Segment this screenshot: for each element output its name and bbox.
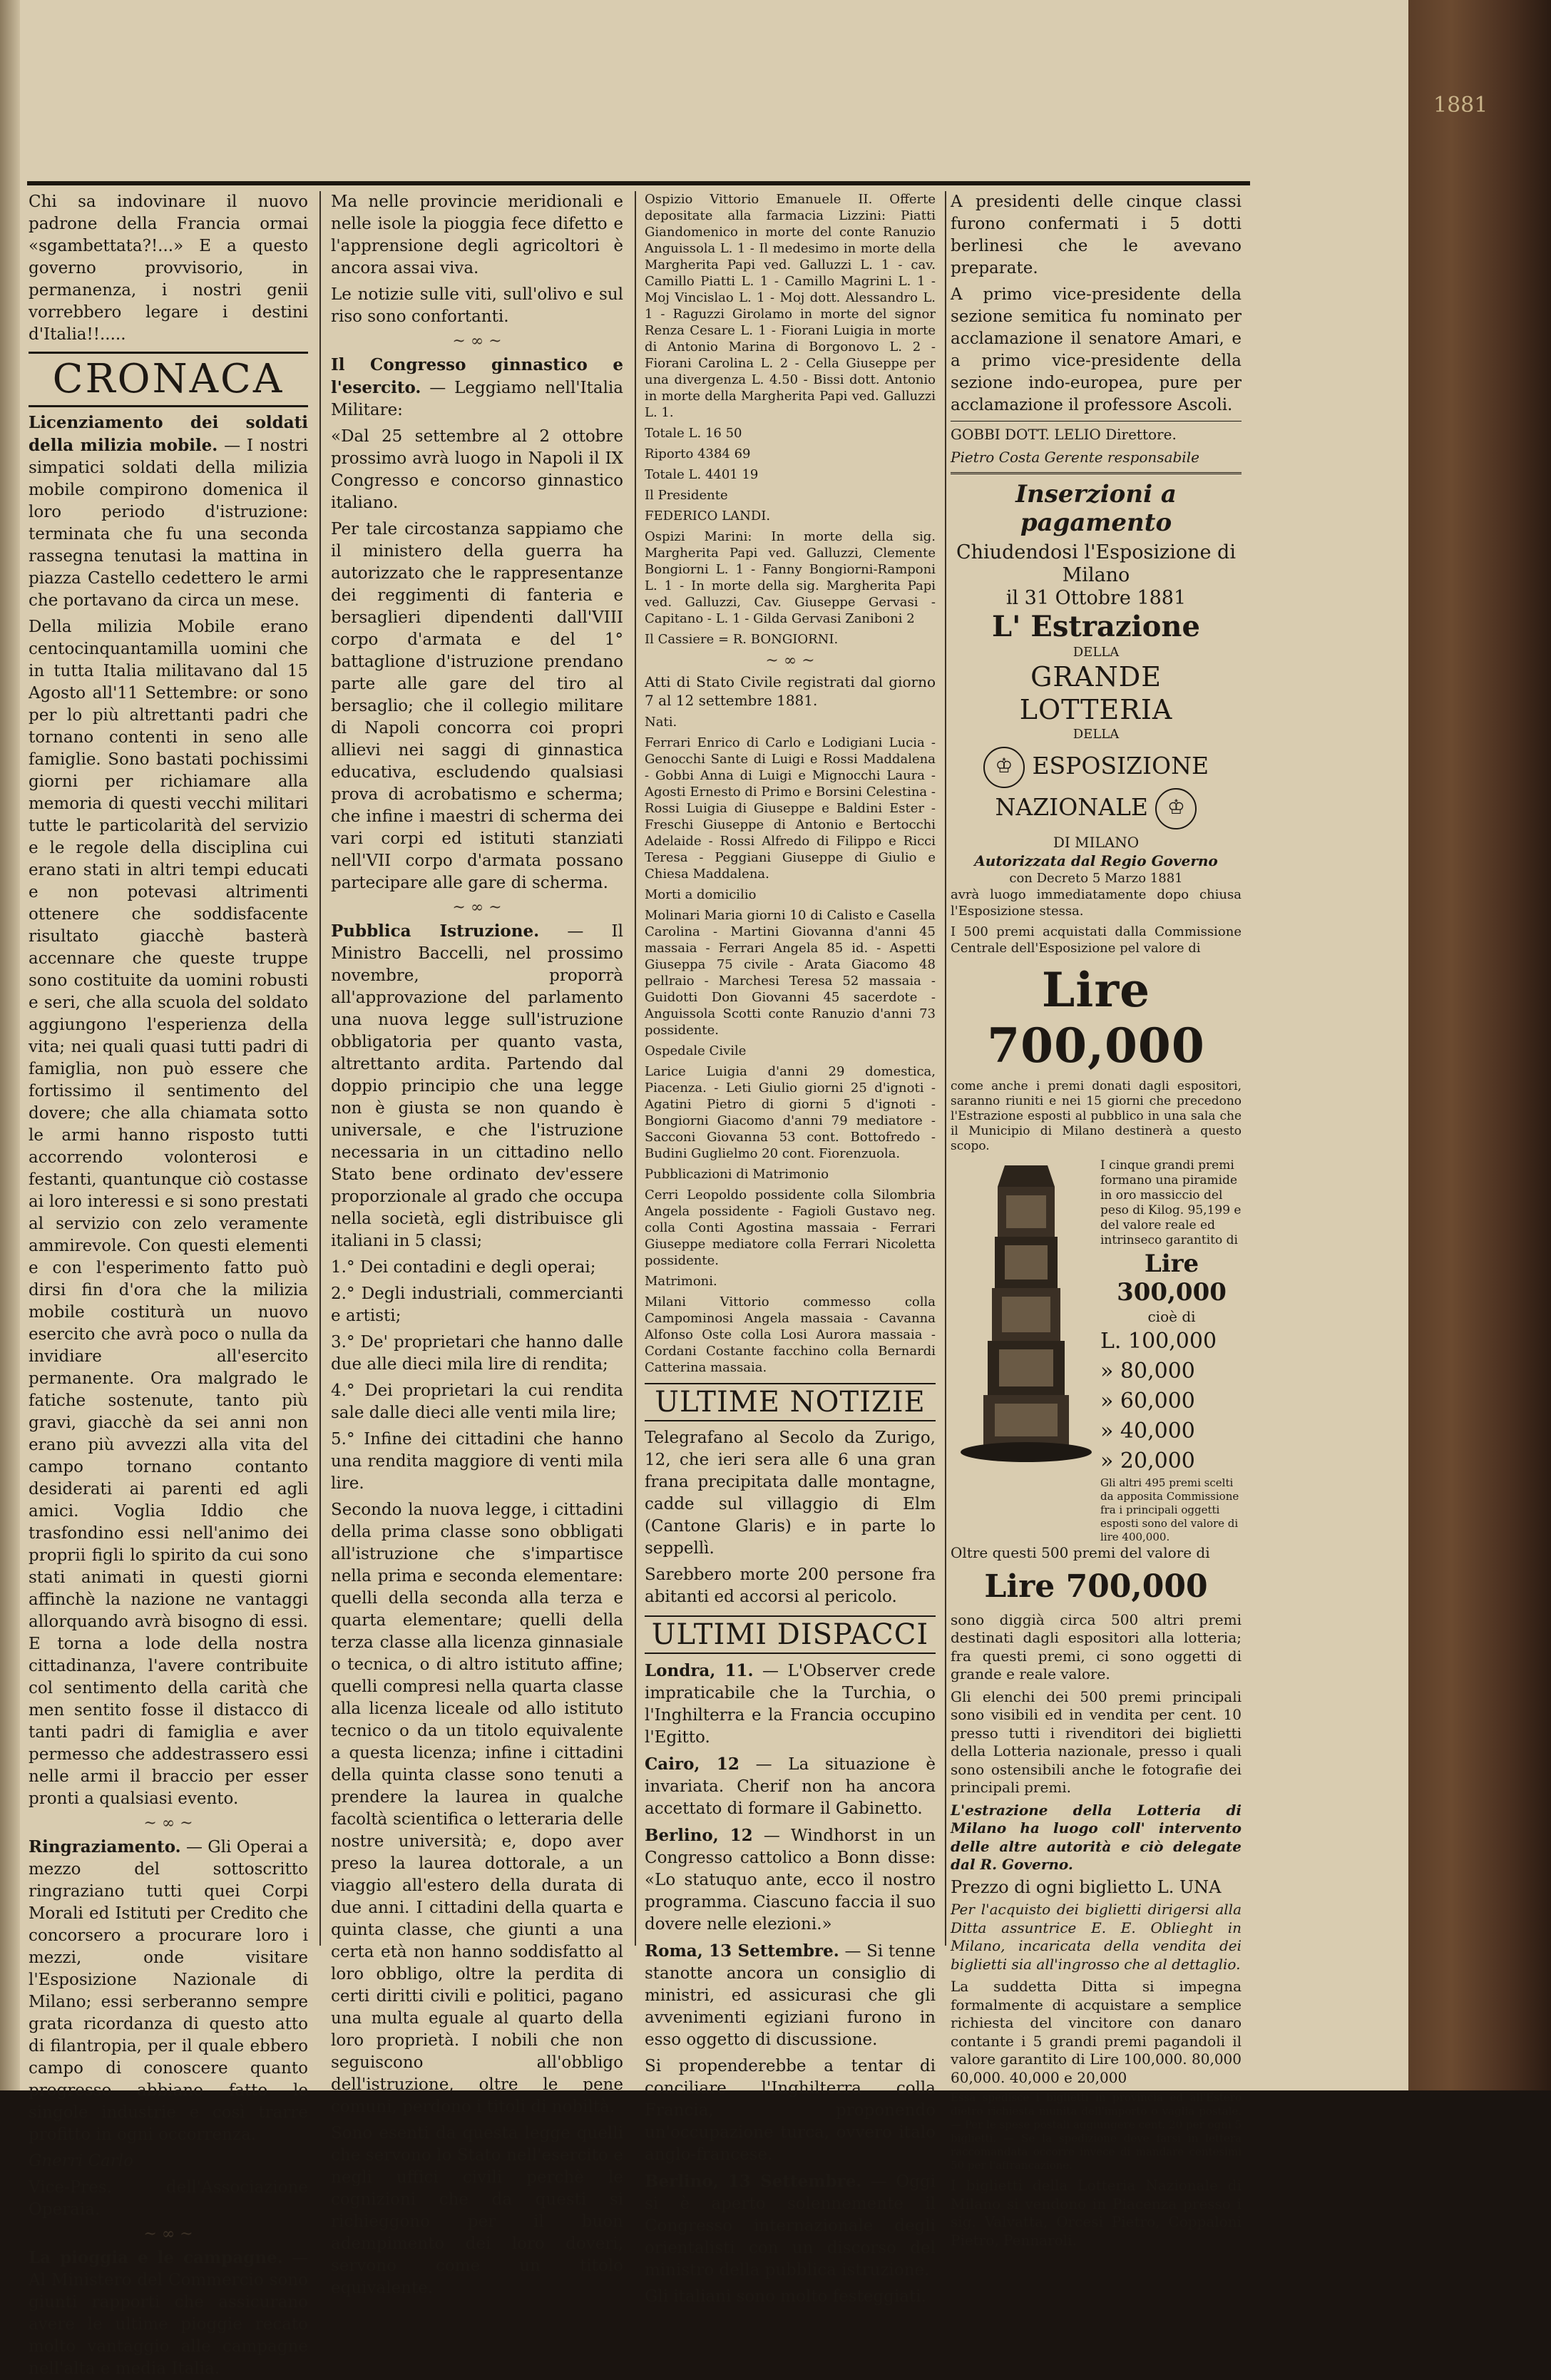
prize-row: L. 100,000 <box>1100 1328 1217 1354</box>
berlino-13-heading: Berlino, 13 Settembre. <box>645 2172 862 2191</box>
cioe-label: cioè di <box>1147 1308 1196 1325</box>
morti-list: Molinari Maria giorni 10 di Calisto e Casella Carolina - Martini Giovanna d'anni 45 massaia - Ferrari Angela 85 id. - Aspetti Giuseppa 75 civile - Arata Giacomo 48 pellraio - Marchesi Teresa 52 massaia - Guidotti Don Giovanni 45 sacerdote - Anguissola Scotti conte Ranuzio d'anni 73 possidente. <box>645 908 936 1038</box>
morti-title: Morti a domicilio <box>645 887 757 902</box>
nati-list: Ferrari Enrico di Carlo e Lodigiani Lucia - Genocchi Sante di Luigi e Rossi Maddalena - Gobbi Anna di Luigi e Mignocchi Laura - Agosti Ernesto di Primo e Borsini Celestina - Rossi Luigia di Giuseppe e Baldini Ester - Freschi Giuseppe di Antonio e Bertocchi Adelaide - Rossi Alfredo di Filippo e Ricci Teresa - Peggiani Giuseppe di Giulio e Chiesa Maddalena. <box>645 735 936 882</box>
ospizio-offerte: Ospizio Vittorio Emanuele II. Offerte depositate alla farmacia Lizzini: Piatti Giandomenico in morte del conte Ranuzio Anguissola L. 1 - Il medesimo in morte della Margherita Papi ved. Galluzzi L. 1 - cav. Camillo Piatti L. 1 - Camillo Magrini L. 1 - Moj Vincislao L. 1 - Moj dott. Alessandro L. 1 - Raguzzi Girolamo in morte del signor Renza Cesare L. 1 - Fiorani Luigia in morte di Antonio Marina di Borgonovo L. 2 - Fiorani Carolina L. 2 - Cella Giuseppe per una divergenza L. 4.50 - Bissi dott. Antonio in morte della Margherita Papi ved. Galluzzi L. 1. <box>645 192 936 420</box>
prize-row: » 20,000 <box>1100 1448 1195 1474</box>
column-3 <box>645 191 936 2306</box>
gerente: Pietro Costa Gerente responsabile <box>951 448 1199 466</box>
autorizzata-label: Autorizzata dal Regio Governo <box>974 852 1218 869</box>
pubblica-article <box>331 920 623 1252</box>
roma-text: — Si tenne stanotte ancora un consiglio di ministri, ed assicurasi che gli avvenimenti egiziani furono in esso oggetto di discussione. <box>645 1942 936 2049</box>
vendita-text: I biglietti della Lotteria Nazionale di Milano si vendono in Piacenza presso i sig. Valvatta, Orcesi Pietro, Coppaloni Pietro, Pennaroli. <box>951 2177 1242 2249</box>
matrimoni-title: Matrimoni. <box>645 1274 717 1289</box>
class-item: 1.° Dei contadini e degli operai; <box>331 1258 596 1277</box>
matrimoni-list: Milani Vittorio commesso colla Campominosi Angela massaia - Cavanna Alfonso Oste colla Losi Aurora massaia - Cordani Costante facchino colla Bernardi Catterina massaia. <box>645 1294 936 1375</box>
londra-text: — L'Observer crede impraticabile che la Turchia, o l'Inghilterra e la Francia occupino l'Egitto. <box>645 1662 936 1747</box>
pubblica-paragraph-2: Secondo la nuova legge, i cittadini della prima classe sono obbligati all'istruzione che s'impartisce nella prima e seconda elementare: quelli della seconda alla terza e quarta elementare; quelli della terza classe alla licenza ginnasiale o tecnica, o di altro istituto affine; quelli compresi nella quarta classe alla licenza liceale od allo istituto tecnico o da un titolo equivalente a questa licenza; infine i cittadini della quinta classe sono tenuti a prendere la laurea in qualche facoltà scientifica o letteraria delle nostre università; e, dopo aver preso la laurea dottorale, a un viaggio all'estero della durata di due anni. I cittadini della quarta e quinta classe, che giunti a una certa età non hanno soddisfatto al loro obbligo, oltre la perdita di certi diritti civili e politici, pagano una multa eguale al quarto della loro proprietà. I nobili che non seguiscono all'obbligo dell'istruzione, oltre le pene comuni, perdono i titoli di nobiltà. <box>331 1501 623 2116</box>
congresso-paragraph-1: «Dal 25 settembre al 2 ottobre prossimo avrà luogo in Napoli il IX Congresso e concorso ginnastico italiano. <box>331 427 623 512</box>
column-divider <box>319 191 321 1946</box>
presidente-title: Il Presidente <box>645 488 728 503</box>
divider <box>951 472 1242 474</box>
esposizione-row <box>951 747 1242 829</box>
class-item: 2.° Degli industriali, commercianti e artisti; <box>331 1285 623 1325</box>
signature-name: Gnerri Carlo <box>29 2152 133 2170</box>
pioggia-heading: La pioggia e le campagne. <box>29 2248 283 2267</box>
pubblica-heading: Pubblica Istruzione. <box>331 921 540 941</box>
presidenti-paragraph: A presidenti delle cinque classi furono confermati i 5 dotti berlinesi che le avevano preparate. <box>951 193 1242 277</box>
atti-stato-civile: Atti di Stato Civile registrati dal giorno 7 al 12 settembre 1881. <box>645 673 936 709</box>
congresso-heading: Il Congresso ginnastico e l'esercito. <box>331 355 623 397</box>
ultime-notizie-text: Telegrafano al Secolo da Zurigo, 12, che ieri sera alle 6 una gran frana precipitata dalle montagne, cadde sul villaggio di Elm (Cantone Glaris) e in parte lo seppellì. <box>645 1429 936 1558</box>
notizie-viti: Le notizie sulle viti, sull'olivo e sul riso sono confortanti. <box>331 285 623 326</box>
direttore: GOBBI DOTT. LELIO Direttore. <box>951 426 1177 443</box>
ultime-notizie-heading: ULTIME NOTIZIE <box>645 1383 936 1421</box>
estrazione-heading: L' Estrazione <box>992 610 1200 643</box>
lire-700000-secondary: Lire 700,000 <box>984 1568 1208 1605</box>
chiudendosi-text: Chiudendosi l'Esposizione di Milano <box>956 541 1236 586</box>
prize-row: » 60,000 <box>1100 1388 1195 1414</box>
berlino-13-text: — Oggi si è aperto solennemente il Congresso internazionale degli orientalisti con un discorso del ministro della pubblica istruzione. <box>645 2172 936 2279</box>
come-anche-text: come anche i premi donati dagli espositori, saranno riuniti e nei 15 giorni che precedono l'Estrazione esposti al pubblico in una sala che il Municipio di Milano destinerà a questo scopo. <box>951 1079 1242 1153</box>
class-item: 4.° Dei proprietari la cui rendita sale dalle dieci alle venti mila lire; <box>331 1381 623 1422</box>
acquisto-text: Per l'acquisto dei biglietti dirigersi alla Ditta assuntrice E. E. Oblieght in Milano, incaricata della vendita dei biglietti sia all'ingrosso che al dettaglio. <box>951 1901 1242 1973</box>
column-2 <box>331 191 624 2297</box>
dispaccio-roma <box>645 1940 936 2051</box>
berlino-text: — Windhorst in un Congresso cattolico a Bonn disse: «Lo statuquo ante, ecco il nostro programma. Ciascuno faccia il suo dovere nelle elezioni.» <box>645 1827 936 1934</box>
pyramid-prize-block <box>951 1158 1242 1472</box>
dispaccio-berlino-13 <box>645 2170 936 2282</box>
pubblicazioni-list: Cerri Leopoldo possidente colla Silombria Angela possidente - Fagioli Gustavo neg. colla Conti Agostina massaia - Ferrari Giuseppe mediatore colla Ferrari Nicoletta possidente. <box>645 1188 936 1268</box>
dispaccio-berlino-12 <box>645 1824 936 1936</box>
congresso-paragraph-2: Per tale circostanza sappiamo che il ministero della guerra ha autorizzato che le rappresentanze dei reggimenti di fanteria e bersaglieri dipendenti dall'VIII corpo d'armata e del 1° battaglione d'istruzione prendano parte alle gare del tiro al bersaglio; che il collegio militare di Napoli concorra coi propri allievi nei saggi di ginnastica educativa, escludendo qualsiasi prova di acrobatismo e scherma; che infine i maestri di scherma dei vari corpi ed istituti stanziati nell'VII corpo d'armata possano partecipare alle gare di scherma. <box>331 520 623 892</box>
pioggia-article <box>29 2247 308 2380</box>
ringraziamento-heading: Ringraziamento. <box>29 1837 181 1856</box>
column-4 <box>951 191 1242 2249</box>
gold-pyramid-illustration <box>955 1158 1097 1465</box>
vicepresidenti-paragraph: A primo vice-presidente della sezione semitica fu nominato per acclamazione il senatore Amari, e a primo vice-presidente della sezione indo-europea, pure per acclamazione il professore Ascoli. <box>951 285 1242 414</box>
class-item: 3.° De' proprietari che hanno dalle due alle dieci mila lire di rendita; <box>331 1333 623 1374</box>
ringraziamento-article <box>29 1836 308 2146</box>
column-1 <box>29 191 309 2378</box>
totale-1: Totale L. 16 50 <box>645 426 742 441</box>
prize-row: » 40,000 <box>1100 1418 1195 1444</box>
decreto-label: con Decreto 5 Marzo 1881 <box>1009 871 1183 886</box>
pioggia-continued: Ma nelle provincie meridionali e nelle isole la pioggia fece difetto e l'apprensione degli agricoltori è ancora assai viva. <box>331 193 623 277</box>
presidente-name: FEDERICO LANDI. <box>645 509 771 524</box>
prezzo-text: Prezzo di ogni biglietto L. UNA <box>951 1876 1222 1897</box>
column-divider <box>945 191 946 1946</box>
estrazioni-text: L'estrazione della Lotteria di Milano ha luogo coll' intervento delle altre autorità e ciò delegate dal R. Governo. <box>951 1801 1242 1873</box>
ornament: ~ ∞ ~ <box>143 1814 193 1832</box>
book-spine <box>1408 0 1551 2090</box>
cairo-text: — La situazione è invariata. Cherif non ha ancora accettato di formare il Gabinetto. <box>645 1755 936 1818</box>
pubblica-text: — Il Ministro Baccelli, nel prossimo novembre, proporrà all'approvazione del parlamento una nuova legge sull'istruzione obbligatoria per quanto vasta, altrettanto ardita. Partendo dal doppio principio che una legge non è giusta se non quando è universale, e che l'istruzione necessaria in un cittadino nello Stato bene ordinato dev'essere proporzionale al grado che occupa nella società, egli distribuisce gli italiani in 5 classi; <box>331 922 623 1250</box>
cassiere: Il Cassiere = R. BONGIORNI. <box>645 632 839 647</box>
premi-text: I 500 premi acquistati dalla Commissione Centrale dell'Esposizione pel valore di <box>951 924 1242 956</box>
roma-heading: Roma, 13 Settembre. <box>645 1941 839 1961</box>
altri-495-text: Gli altri 495 premi scelti da apposita Commissione fra i principali oggetti esposti sono del valore di lire 400,000. <box>1100 1476 1239 1543</box>
licenziamento-heading: Licenziamento dei soldati della milizia mobile. <box>29 413 308 455</box>
spine-label: 1881 <box>1433 93 1488 118</box>
esposizione-heading: ESPOSIZIONE NAZIONALE <box>995 752 1209 821</box>
ornament: ~ ∞ ~ <box>765 652 815 670</box>
coat-of-arms-icon: ♔ <box>983 747 1025 788</box>
pubblica-paragraph-3: Sono esenti da questa legge quelli che servono lo Stato nell'esercito e negli uffici civili perchè le cognizioni che da questi si richieggono per il buon adempimento dei loro doveri, servono come un titolo equivalente. <box>331 2124 623 2297</box>
dispaccio-cairo <box>645 1753 936 1820</box>
ornament: ~ ∞ ~ <box>143 2225 193 2243</box>
column-divider <box>635 191 636 1946</box>
prize-list <box>1100 1158 1243 1476</box>
ditta-text: La suddetta Ditta si impegna formalmente di acquistare a semplice richiesta del vincitore con danaro contante i 5 grandi premi pagandoli il valore garantito di Lire 100,000. 80,000 60,000. 40,000 e 20,000 <box>951 1978 1242 2086</box>
di-milano-label: DI MILANO <box>1053 834 1140 851</box>
coat-of-arms-icon: ♔ <box>1155 788 1197 829</box>
pubblicazioni-title: Pubblicazioni di Matrimonio <box>645 1167 829 1182</box>
prize-row: » 80,000 <box>1100 1358 1195 1384</box>
della-label: DELLA <box>1073 645 1120 660</box>
spedisce-text: Essa spedisce i biglietti in provincia ed all'Estero dietro richiesta munita dell'importo o vaglia postale. — Per le spese postali aggiungere cent. 20 per ogni 5 biglietti. — Se la spedizione deve farsi in lettera raccomandata occorre invece di mandare centesimi 50 per l'affrancazione. <box>951 2091 1242 2172</box>
ospizi-marini: Ospizi Marini: In morte della sig. Margherita Papi ved. Galluzzi, Clemente Bongiorni L. 1 - Fanny Bongiorni-Ramponi L. 1 - In morte della sig. Margherita Papi ved. Galluzzi, Cav. Giuseppe Gervasi - Capitano - L. 1 - Gilda Gervasi Zaniboni 2 <box>645 529 936 626</box>
top-rule <box>27 181 1250 185</box>
dispaccio-roma-2: Si propenderebbe a tentar di conciliare l'Inghilterra colla Francia, proponendo un'occupazione turca, ovvero italo anglo-francese. <box>645 2057 936 2164</box>
signature-role: Vice-Pres. dell'Associazione Operaia. <box>29 2178 308 2219</box>
oltre-text: Oltre questi 500 premi del valore di <box>951 1544 1210 1561</box>
data-text: il 31 Ottobre 1881 <box>1005 587 1187 609</box>
ultimi-dispacci-heading: ULTIMI DISPACCI <box>645 1615 936 1654</box>
dispaccio-berlino-13-2: Gli italiani sono molto festeggiati. <box>645 2287 926 2306</box>
londra-heading: Londra, 11. <box>645 1661 754 1680</box>
intro-paragraph: Chi sa indovinare il nuovo padrone della Francia ormai «sgambettata?!...» E a questo governo provvisorio, in permanenza, i nostri genii vorrebbero legare i destini d'Italia!!..... <box>29 193 308 344</box>
congresso-article <box>331 354 623 422</box>
cronaca-heading: CRONACA <box>29 352 308 407</box>
totale-2: Totale L. 4401 19 <box>645 467 759 482</box>
class-item: 5.° Infine dei cittadini che hanno una rendita maggiore di venti mila lire. <box>331 1430 623 1493</box>
ultime-notizie-text-2: Sarebbero morte 200 persone fra abitanti ed accorsi al pericolo. <box>645 1566 936 1606</box>
sono-diggia-text: sono diggià circa 500 altri premi destinati dagli espositori alla lotteria; fra questi premi, ci sono oggetti di grande e reale valore. <box>951 1610 1242 1682</box>
licenziamento-text: — I nostri simpatici soldati della milizia mobile compirono domenica il loro periodo d'istruzione: terminata che fu una seconda rassegna tenutasi la mattina in piazza Castello cedettero le armi che portavano da circa un mese. <box>29 436 309 610</box>
ornament: ~ ∞ ~ <box>452 899 502 916</box>
lire-300000: Lire 300,000 <box>1117 1250 1227 1307</box>
berlino-heading: Berlino, 12 <box>645 1826 753 1845</box>
divider <box>951 421 1242 422</box>
inserzioni-heading: Inserzioni a pagamento <box>1015 480 1177 537</box>
ornament: ~ ∞ ~ <box>452 332 502 350</box>
riporto: Riporto 4384 69 <box>645 446 751 461</box>
ospedale-list: Larice Luigia d'anni 29 domestica, Piacenza. - Leti Giulio giorni 25 d'ignoti - Agatini Pietro di giorni 5 d'ignoti - Bongiorni Giacomo d'anni 79 mediatore - Sacconi Giovanna 53 cont. Bottofredo - Budini Guglielmo 20 cont. Fiorenzuola. <box>645 1064 936 1161</box>
licenziamento-paragraph-2: Della milizia Mobile erano centocinquantamilla uomini che in tutta Italia militavano dal 15 Agosto all'11 Settembre: or sono per lo più altrettanti padri che tornano contenti in seno alle famiglie. Sono bastati pochissimi giorni per richiamare alla memoria di questi vecchi militari tutte le particolarità del servizio e le regole della disciplina cui erano stati in altri tempi educati e non potevasi altrimenti ottenere che soddisfacente risultato giacchè basterà accennare che queste truppe sono costituite da uomini robusti e seri, che alla scuola del soldato aggiungono l'esperienza della vita; nei quali quasi tutti padri di famiglia, non può essere che fortissimo il sentimento del dovere; che alla chiamata sotto le armi hanno risposto tutti accorrendo volonterosi e festanti, quantunque ciò costasse ai loro interessi e si sono prestati al servizio con zelo veramente ammirevole. Con questi elementi e con l'esperimento fatto può dirsi fin d'ora che la milizia mobile costiturà un nuovo esercito che avrà poco o nulla da invidiare all'esercito permanente. Ora malgrado le fatiche sostenute, tanto più gravi, giacchè da sei anni non erano più avvezzi alla vita del campo tornano contanto desiderati ai parenti ed agli amici. Voglia Iddio che trasfondino essi nell'animo dei proprii figli lo spirito da cui sono stati animati in questi giorni affinchè la nazione ne vantaggi allorquando avrà bisogno di essi. E torna a lode della nostra cittadinanza, l'avere contribuite col sentimento della carità che men sentito fosse il distacco di tanti padri di famiglia e aver permesso che addestrassero essi nelle armi il braccio per esser pronti a qualsiasi evento. <box>29 618 308 1808</box>
ospedale-title: Ospedale Civile <box>645 1043 747 1058</box>
avra-luogo-text: avrà luogo immediatamente dopo chiusa l'Esposizione stessa. <box>951 887 1242 919</box>
congresso-intro: — Leggiamo nell'Italia Militare: <box>331 379 624 419</box>
cairo-heading: Cairo, 12 <box>645 1755 739 1774</box>
pioggia-text: — Al Ministero del Commercio sono giunti rapporti che assicurano avere le ultime pioggie recato molto vantaggio alle campagne nell'alta e media Italia. <box>29 2249 309 2378</box>
ringraziamento-text: — Gli Operai a mezzo del sottoscritto ringraziano tutti quei Corpi Morali ed Istituti per Credito che concorsero a procurare loro i mezzi, onde visitare l'Esposizione Nazionale di Milano; essi serberanno sempre grata ricordanza di questo atto di filantropia, per il quale ebbero campo di conoscere quanto progresso abbiano fatto le singole industrie e così trarre profitto in ogni occorrenza. <box>29 1838 308 2144</box>
lire-700000-heading: Lire 700,000 <box>987 962 1205 1073</box>
page-gutter <box>0 0 20 2090</box>
dispaccio-londra <box>645 1660 936 1749</box>
della-label-2: DELLA <box>1073 727 1120 742</box>
nati-title: Nati. <box>645 715 677 730</box>
cinque-grandi-text: I cinque grandi premi formano una piramide in oro massiccio del peso di Kilog. 95,199 e del valore reale ed intrinseco garantito di <box>1100 1158 1242 1247</box>
licenziamento-article <box>29 412 308 612</box>
grande-lotteria-heading: GRANDE LOTTERIA <box>1019 661 1173 725</box>
elenchi-text: Gli elenchi dei 500 premi principali sono visibili ed in vendita per cent. 10 presso tutti i rivenditori dei biglietti della Lotteria nazionale, presso i quali sono ostensibili anche le fotografie dei principali premi. <box>951 1687 1242 1796</box>
